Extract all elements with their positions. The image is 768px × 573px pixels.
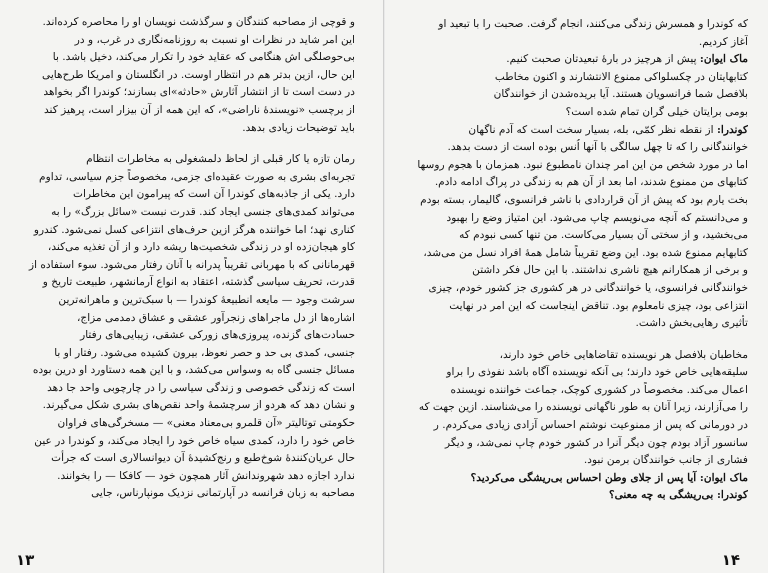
dialogue-line [401,470,748,488]
text-line: در دورمانی که پس از ممنوعیت نوشتم احساس آزادی زیادی می‌کردم. ر [433,419,748,432]
text-line: انتزاعی بود، چیزی نامعلوم بود. تناقض اینجاست که این امر در نهایت [449,299,748,312]
left-page-number: ۱۳ [16,551,35,569]
text-line: ندارد اجازه دهد شهروندانش آثار همچون خود — کافکا — را بخوانند. [57,469,355,482]
text-line: اما در مورد شخص من این امر چندان نامطبوع نبود. همزمان با هجوم روسها [417,158,748,171]
text-line: می‌بخشید، و از سختی آن بسیار می‌کاست. من تنها کسی نبودم که [459,229,748,242]
speaker-label: کوندرا: [717,489,748,502]
dialogue-text: از نقطه نظر کمّی، بله، بسیار سخت است که آدم ناگهان [468,123,714,136]
left-page-text [16,14,355,503]
text-line: کتابهای من ممنوع شدند، اما بعد از آن هم به زندگی در پراگ ادامه دادم. [434,176,748,189]
text-line: تجربه‌ای بشری به صورت عقیده‌ای جزمی، مخصوصاً جزم سیاسی، تداوم [39,170,355,183]
text-line: تأثیری رهایی‌بخش داشت. [635,317,748,330]
text-line: کتابهایم ممنوع شده بود. این وضع تقریباً شامل همهٔ افراد نسل من می‌شد، [423,246,748,259]
text-line: و نشان دهد که هردو از سرچشمهٔ واحد نقص‌های بشری شکل می‌گیرند. [42,399,355,412]
text-line: خاص خود را دارد، کمدی سیاه خاص خود را ایجاد می‌کند، و کوندرا در عین [34,434,355,447]
text-line: بومی برایتان خیلی گران تمام شده است؟ [565,105,748,118]
text-line: است که زندگی خصوصی و زندگی سیاسی را در چارچوبی واحد جا دهد [47,381,355,394]
right-page [385,0,768,573]
text-line: کتابهایتان در چکسلواکی ممنوع الانتشارند و اکنون مخاطب [494,70,748,83]
text-line: جنسی، کمدی بی حد و حصر نعوظ، بیرون کشیده می‌شود. رفتار او با [54,346,355,359]
paragraph-gap [401,333,748,347]
speaker-label: کوندرا: [717,123,748,136]
text-line: اعمال می‌کند. مخصوصاً در کشوری کوچک، جماعت خواننده نویسنده [450,383,748,396]
text-line: آغاز کردیم. [698,35,748,48]
text-line: کناری نهد؛ اما خواننده هرگز ازین حرف‌های انتزاعی کسل نمی‌شود. کندرو [33,223,355,236]
text-line: بخت یارم بود که پیش از آن قراردادی با ناشر فرانسوی، گالیمار، بسته بودم [420,193,748,206]
text-line: سلیقه‌هایی خاص خود دارند؛ بی آنکه نویسنده آگاه باشد نفوذی را براو [446,366,748,379]
text-line: سانسور آزاد بودم چون دیگر آنرا در کشور خودم چاپ نمی‌شد، و دیگر [445,436,748,449]
text-line: اشاره‌ها از دل ماجراهای زنجرآور عشقی و عشاق دمدمی مزاج، [76,311,355,324]
right-page-text [401,16,748,505]
text-line: که کوندرا و همسرش زندگی می‌کنند، انجام گرفت. صحبت را با تبعید او [438,18,748,30]
text-line: و قوچی از مصاحبه کنندگان و سرگذشت نویسان او را محاصره کرده‌اند. [42,16,355,28]
text-line: از برچسب «نویسندهٔ ناراضی»، که این همه از آن بیزار است، پرهیز کند [43,103,355,116]
text-line: خوانندگانی فرانسوی، یا خوانندگانی در هر کشوری جز کشور خودم، چیزی [428,281,748,294]
text-line: مسائل جنسی گاه به وسواس می‌کشد، و با این همه دستاورد او درین بوده [32,364,355,377]
speaker-label: ماک ایوان: [699,471,748,484]
dialogue-line [401,122,748,140]
text-line: مخاطبان بلافصل هر نویسنده تقاضاهایی خاص خود دارند، [499,348,748,361]
text-line: و برخی از همکارانم هیچ ناشری نداشتند. با این حال فکر داشتن [472,264,748,277]
text-line: حال عریان‌کنندهٔ شوخ‌طبع و رنج‌کشیدهٔ آن دیوانسالاری است که جرأت [51,452,355,465]
text-line: فشاری از جانب خوانندگان برمن نبود. [583,454,748,467]
text-line: حکومتی توتالیتر «آن قلمرو بی‌معناد معنی» — مسخرگی‌های فراوان [57,417,355,430]
dialogue-text: آیا پس از جلای وطن احساس بی‌ریشگی می‌کردید؟ [470,471,697,484]
dialogue-text: پیش از هرچیز در بارهٔ تبعیدتان صحبت کنیم. [506,53,697,66]
text-line: این امر شاید در نظرات او نسبت به روزنامه‌نگاری در غرب، و در [74,33,355,46]
text-line: حسادت‌های گزنده، پیروزی‌های زورکی عشقی، زیبایی‌های رفتار [80,329,355,342]
text-line: باید توضیحات زیادی بدهد. [242,121,355,134]
dialogue-line [401,487,748,505]
text-line: و می‌دانستم که آنچه می‌نویسم چاپ می‌شود. این امتیاز وضع را بهبود [446,211,748,224]
text-line: رمان تازه یا کار قبلی از لحاظ دلمشغولی به مخاطرات انتظام [86,153,355,166]
text-line: می‌تواند کمدی‌های جنسی ایجاد کند. قدرت نبست «سائل بزرگ» را به [51,205,355,218]
text-line: این حال، ازین بدتر هم در انتظار اوست. در انگلستان و امریکا طرح‌هایی [42,68,355,81]
right-page-number: ۱۴ [721,551,740,569]
paragraph-gap [16,137,355,151]
text-line: قدرت، تحریف سیاسی گذشته، اعتقاد به انواع آرمانشهر، طبیعت تاریخ و [42,276,355,289]
text-line: خوانندگانی را که تا چهل سالگی با آنها اُنس بوده است از دست بدهد. [447,141,748,154]
text-line: در دست است تا از انتشار آثارش «حادثه»ای بسازند؛ کوندرا اگر بخواهد [43,86,355,99]
speaker-label: ماک ایوان: [699,53,748,66]
text-line: دارد. یکی از جاذبه‌های کوندرا آن است که پیرامون این مخاطرات [73,188,355,201]
text-line: قهرمانانی که با مهربانی تقریباً پدرانه با آنان رفتار می‌شود. سوء استفاده از [28,258,355,271]
text-line: سرشت وجود — مایعه انطبیعهٔ کوندرا — با سبک‌ترین و ماهرانه‌ترین [58,293,355,306]
dialogue-line [401,51,748,69]
dialogue-text: بی‌ریشگی به چه معنی؟ [608,489,714,502]
text-line: مصاحبه به زبان فرانسه در آپارتمانی نزدیک مونپارناس، جایی [91,487,355,500]
text-line: را می‌آزارند، زیرا آنان به طور ناگهانی نویسنده را می‌شناسند. ازین جهت که [418,401,748,414]
text-line: بی‌حوصلگی اش هنگامی که عقاید خود را تکرار می‌کند، دخیل باشد. با [52,51,355,64]
text-line: کاو هیجان‌زده او در زندگی شخصیت‌ها ریشه دارد و از آن تغذیه می‌کند، [47,241,355,254]
text-line: بلافصل شما فرانسویان هستند. آیا بریده‌شدن از خوانندگان [493,88,748,101]
